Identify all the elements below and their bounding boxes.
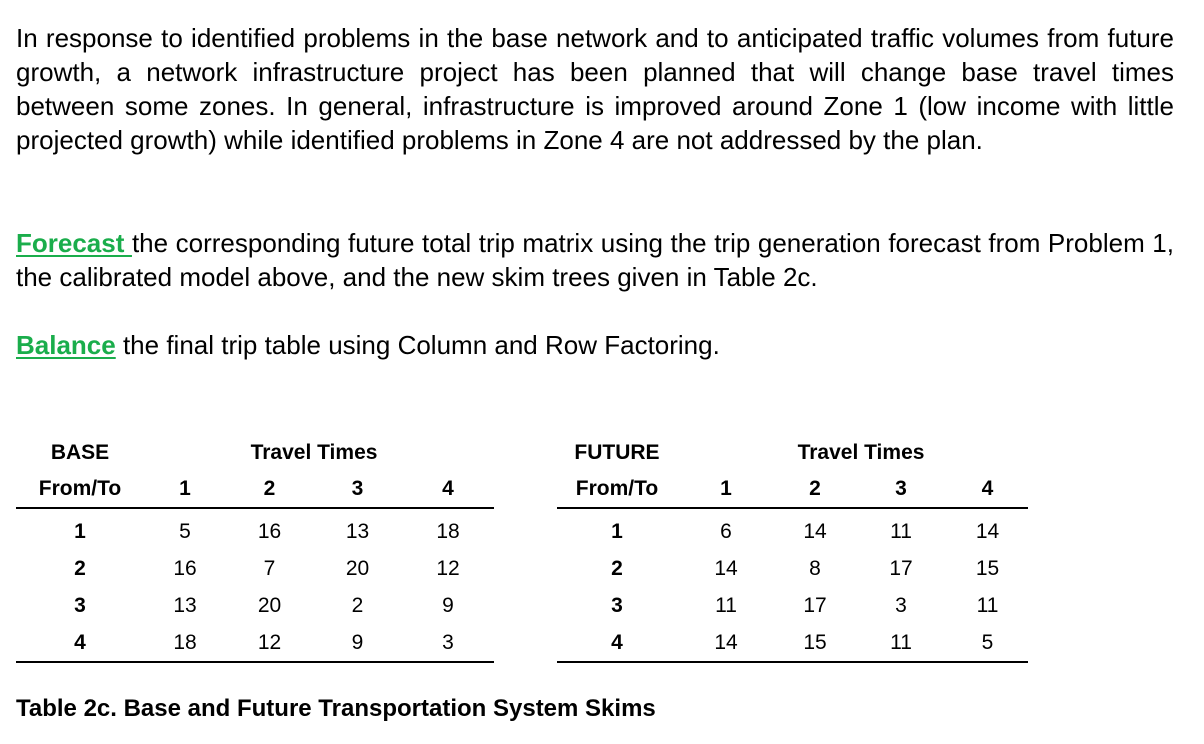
balance-instruction-text: the final trip table using Column and Row Factoring. — [115, 330, 720, 360]
base-cell: 5 — [179, 519, 191, 543]
intro-paragraph: In response to identified problems in the base network and to anticipated traffic volumes from future growth, a network infrastructure project has been planned that will change base travel times between some zones. In general, infrastructure is improved around Zone 1 (low income with little projected growth) while identified problems in Zone 4 are not addressed by the plan. — [16, 23, 1174, 155]
base-travel-times-table — [16, 434, 494, 663]
future-cell: 5 — [947, 624, 1028, 662]
future-column-header: 1 — [677, 471, 775, 508]
future-cell: 8 — [809, 556, 821, 580]
base-row-header: 1 — [74, 519, 86, 543]
future-travel-times-table — [557, 434, 1028, 663]
base-row-header: 2 — [74, 556, 86, 580]
base-cell: 12 — [436, 556, 460, 580]
base-column-header: 3 — [313, 471, 402, 508]
base-cell: 20 — [345, 556, 370, 580]
forecast-keyword: Forecast — [16, 228, 132, 258]
table-row — [16, 587, 494, 624]
future-row-header: 2 — [611, 556, 623, 580]
table-row — [16, 550, 494, 587]
future-cell: 11 — [976, 593, 999, 617]
base-cell: 9 — [313, 624, 402, 662]
future-cell: 14 — [714, 556, 738, 580]
base-cell: 12 — [226, 624, 313, 662]
base-cell: 20 — [257, 593, 282, 617]
base-cell: 2 — [351, 593, 364, 617]
future-cell: 6 — [720, 519, 732, 543]
future-cell: 11 — [715, 593, 737, 617]
balance-keyword: Balance — [16, 330, 116, 360]
table-row — [557, 587, 1028, 624]
base-column-header: 2 — [226, 471, 313, 508]
base-cell: 18 — [144, 624, 226, 662]
future-table-label: FUTURE — [574, 440, 660, 464]
base-cell: 13 — [345, 519, 370, 543]
future-row-header: 3 — [611, 593, 623, 617]
base-row-header: 3 — [74, 593, 86, 617]
table-caption: Table 2c. Base and Future Transportation System Skims — [16, 695, 656, 722]
future-cell: 11 — [890, 519, 912, 543]
table-row — [557, 550, 1028, 587]
base-table-label: BASE — [50, 440, 110, 464]
base-cell: 13 — [173, 593, 197, 617]
base-cell: 9 — [442, 593, 454, 617]
forecast-instruction — [16, 226, 1174, 294]
future-cell: 14 — [975, 519, 1000, 543]
base-table-corner: From/To — [16, 471, 144, 508]
future-row-header: 4 — [557, 624, 677, 662]
future-table-group-title: Travel Times — [797, 440, 925, 464]
future-cell: 15 — [775, 624, 855, 662]
table-row — [16, 508, 494, 550]
base-table-group-title: Travel Times — [250, 440, 378, 464]
table-row — [557, 624, 1028, 662]
base-cell: 16 — [257, 519, 282, 543]
future-cell: 14 — [803, 519, 827, 543]
future-cell: 17 — [889, 556, 913, 580]
table-row — [16, 624, 494, 662]
future-cell: 15 — [975, 556, 1000, 580]
base-column-header: 4 — [402, 471, 494, 508]
base-row-header: 4 — [16, 624, 144, 662]
base-cell: 16 — [173, 556, 197, 580]
future-cell: 17 — [803, 593, 827, 617]
future-column-header: 3 — [855, 471, 947, 508]
future-cell: 3 — [895, 593, 907, 617]
base-cell: 18 — [436, 519, 460, 543]
forecast-instruction-text: the corresponding future total trip matrix using the trip generation forecast from Problem 1, the calibrated model above, and the new skim trees given in Table 2c. — [16, 228, 1174, 292]
future-cell: 14 — [677, 624, 775, 662]
future-cell: 11 — [855, 624, 947, 662]
balance-instruction — [16, 328, 1174, 362]
base-cell: 3 — [402, 624, 494, 662]
future-column-header: 2 — [775, 471, 855, 508]
base-cell: 7 — [263, 556, 276, 580]
future-row-header: 1 — [611, 519, 623, 543]
base-column-header: 1 — [144, 471, 226, 508]
future-column-header: 4 — [947, 471, 1028, 508]
table-row — [557, 508, 1028, 550]
future-table-corner: From/To — [557, 471, 677, 508]
